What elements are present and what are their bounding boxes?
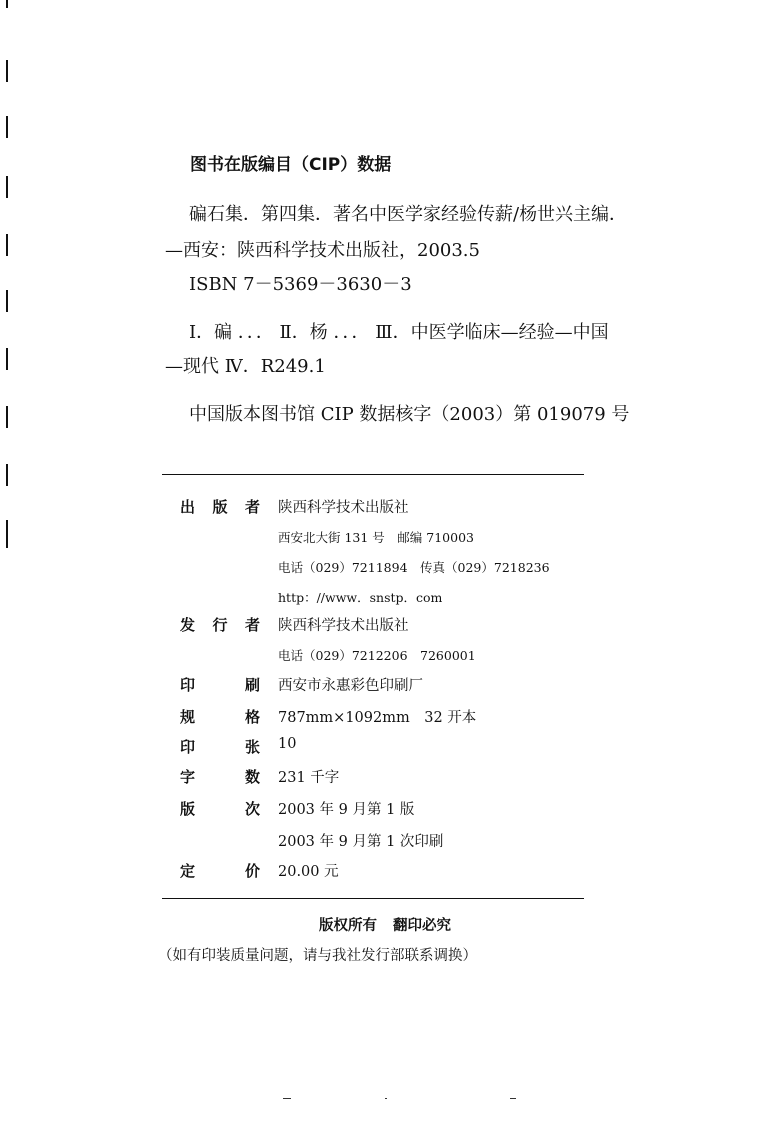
exchange-notice: （如有印装质量问题，请与我社发行部联系调换） <box>158 948 477 964</box>
info-value: 787mm×1092mm 32 开本 <box>278 710 477 726</box>
info-label: 印 刷 <box>180 676 260 694</box>
edge-mark <box>6 176 8 198</box>
copyright-notice <box>0 914 770 935</box>
cip-title-line: 碥石集．第四集．著名中医学家经验传薪/杨世兴主编． <box>189 204 628 225</box>
info-label: 发 行 者 <box>180 616 260 634</box>
publisher-website: http：//www．snstp．com <box>278 590 443 605</box>
info-label: 出 版 者 <box>180 498 260 516</box>
cip-isbn: ISBN 7－5369－3630－3 <box>189 274 412 295</box>
edge-mark <box>6 60 8 82</box>
edge-mark <box>6 348 8 370</box>
cip-heading: 图书在版编目（CIP）数据 <box>190 155 392 175</box>
info-value: 西安市永惠彩色印刷厂 <box>278 678 423 694</box>
cip-publisher-line: —西安：陕西科学技术出版社，2003.5 <box>165 240 480 261</box>
info-value: 陕西科学技术出版社 <box>278 618 409 634</box>
cip-subject-line: Ⅰ．碥 ．．． Ⅱ．杨 ．．． Ⅲ．中医学临床—经验—中国 <box>189 322 609 343</box>
scan-mark <box>385 1098 387 1099</box>
info-label: 版 次 <box>180 800 260 818</box>
divider-bottom <box>162 898 584 899</box>
cip-verification-number: 中国版本图书馆 CIP 数据核字（2003）第 019079 号 <box>189 404 630 425</box>
info-value: 231 千字 <box>278 770 340 786</box>
rights-reserved: 版权所有 <box>319 918 377 934</box>
edge-mark <box>6 0 8 8</box>
distributor-phone: 电话（029）7212206 7260001 <box>278 648 476 663</box>
piracy-warning: 翻印必究 <box>393 918 451 934</box>
edge-mark <box>6 464 8 486</box>
publisher-address: 西安北大街 131 号 邮编 710003 <box>278 530 474 545</box>
info-value: 陕西科学技术出版社 <box>278 500 409 516</box>
edge-mark <box>6 406 8 428</box>
printing-info: 2003 年 9 月第 1 次印刷 <box>278 834 444 850</box>
info-value: 10 <box>278 736 297 752</box>
divider-top <box>162 474 584 475</box>
edge-mark <box>6 116 8 138</box>
info-label: 字 数 <box>180 768 260 786</box>
edge-mark <box>6 290 8 312</box>
edge-mark <box>6 520 8 548</box>
scan-mark <box>510 1098 516 1099</box>
cip-classification-line: —现代 Ⅳ．R249.1 <box>165 356 326 377</box>
scan-mark <box>283 1098 291 1099</box>
info-value: 20.00 元 <box>278 864 339 880</box>
info-value: 2003 年 9 月第 1 版 <box>278 802 415 818</box>
info-label: 印 张 <box>180 738 260 756</box>
info-label: 规 格 <box>180 708 260 726</box>
edge-mark <box>6 234 8 256</box>
publisher-phone-fax: 电话（029）7211894 传真（029）7218236 <box>278 560 550 575</box>
info-label: 定 价 <box>180 862 260 880</box>
